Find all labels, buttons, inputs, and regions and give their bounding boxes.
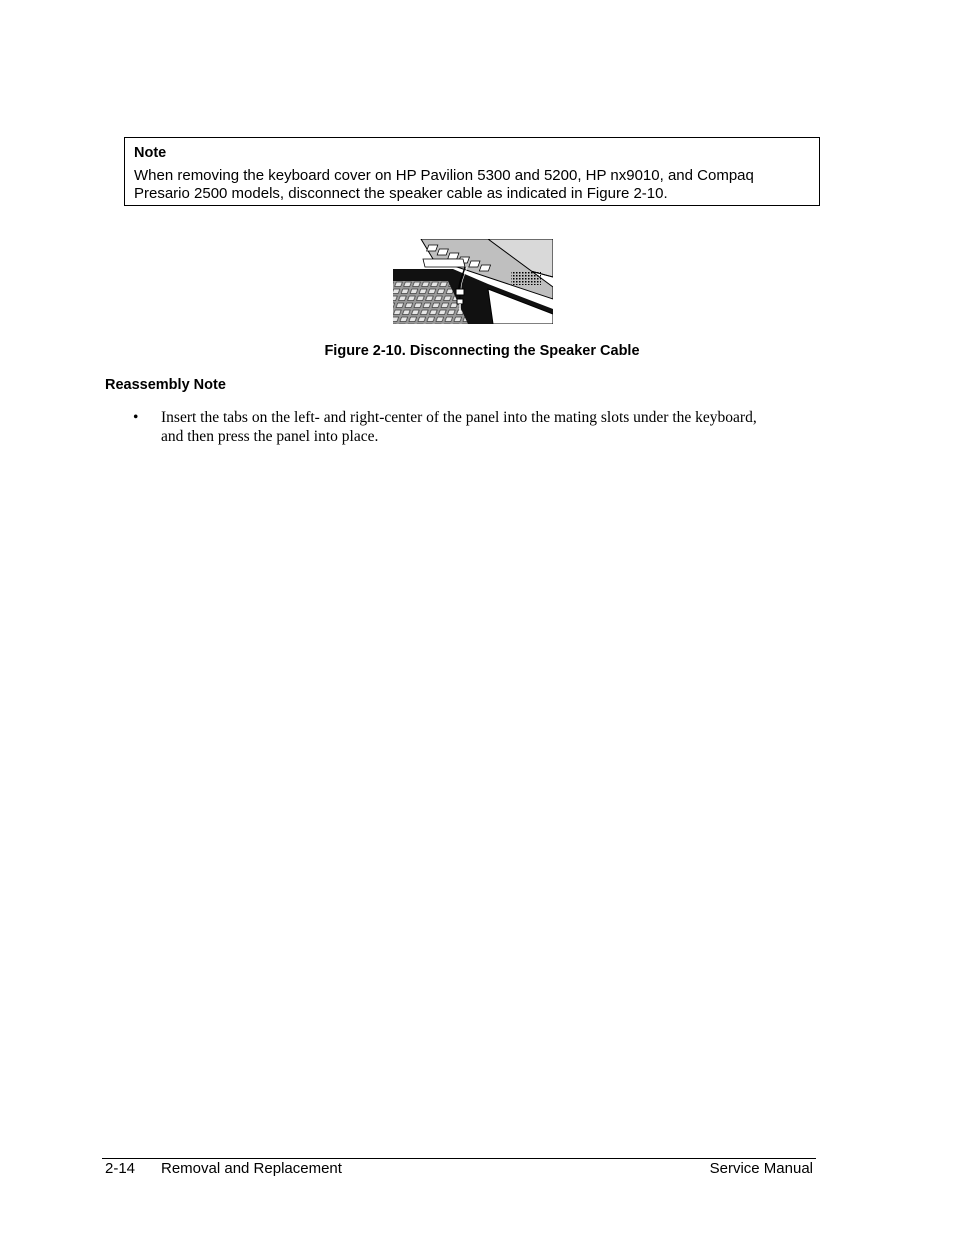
footer-section-title: Removal and Replacement [161, 1160, 342, 1177]
speaker-cable-figure [393, 239, 553, 324]
list-item-text-line-1: Insert the tabs on the left- and right-center of the panel into the mating slots under the keyboard, [161, 409, 757, 426]
note-text [134, 167, 810, 203]
list-item-text [161, 408, 811, 446]
figure-caption: Figure 2-10. Disconnecting the Speaker Cable [324, 343, 640, 359]
note-box [124, 137, 820, 206]
note-text-line-1: When removing the keyboard cover on HP Pavilion 5300 and 5200, HP nx9010, and Compaq [134, 167, 754, 184]
list-item-text-line-2: and then press the panel into place. [161, 428, 379, 445]
footer-divider [102, 1158, 816, 1159]
footer-manual-title: Service Manual [709, 1160, 813, 1177]
note-title: Note [134, 145, 167, 161]
section-heading: Reassembly Note [105, 377, 226, 393]
bullet-icon: • [133, 409, 139, 426]
footer-page-number: 2-14 [105, 1160, 136, 1177]
note-text-line-2: Presario 2500 models, disconnect the speaker cable as indicated in Figure 2-10. [134, 185, 668, 202]
